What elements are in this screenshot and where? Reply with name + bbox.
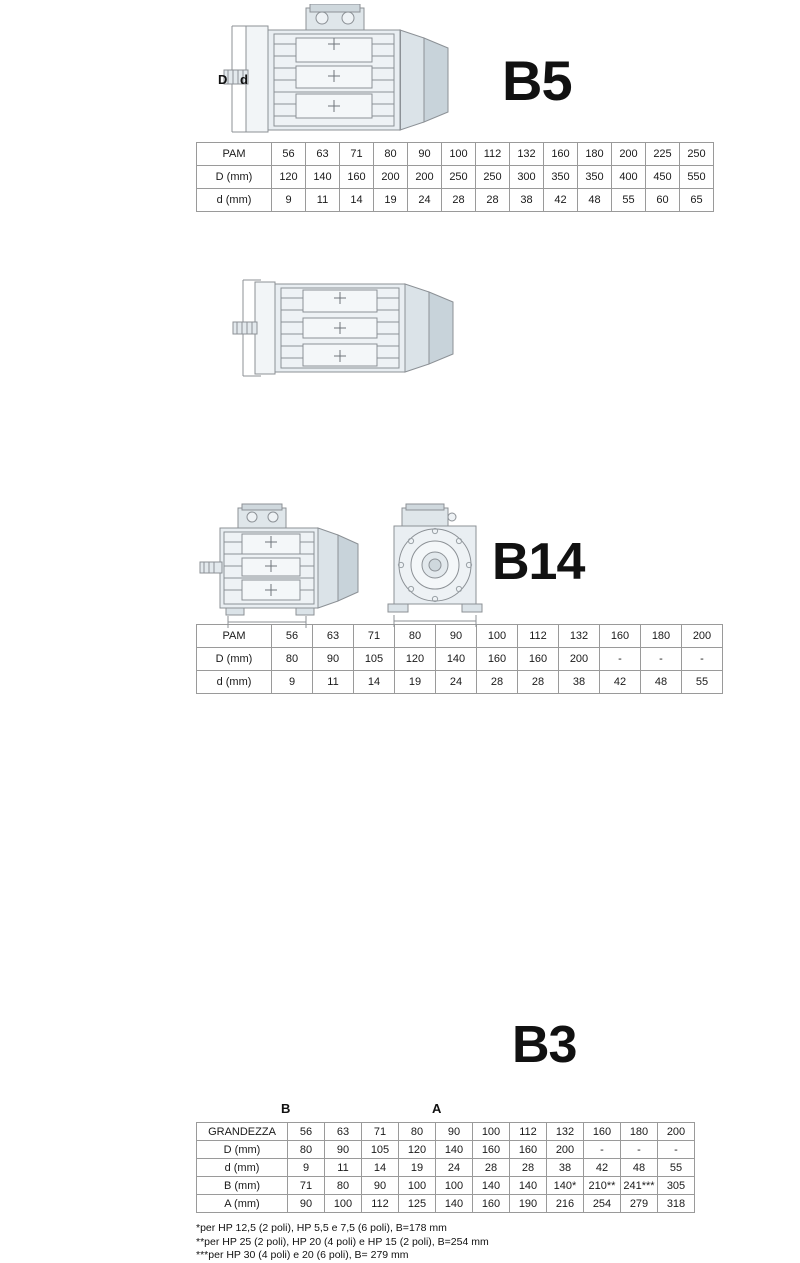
row-header: D (mm) (197, 166, 272, 189)
cell: - (584, 1141, 621, 1159)
cell: 120 (395, 648, 436, 671)
cell: 28 (476, 189, 510, 212)
cell: 105 (362, 1141, 399, 1159)
cell: 24 (408, 189, 442, 212)
cell: 19 (374, 189, 408, 212)
table-row (197, 1159, 695, 1177)
cell: 56 (272, 625, 313, 648)
cell: 140 (436, 1141, 473, 1159)
footnote-1: *per HP 12,5 (2 poli), HP 5,5 e 7,5 (6 poli), B=178 mm (196, 1222, 447, 1234)
cell: 14 (362, 1159, 399, 1177)
cell: 56 (272, 143, 306, 166)
cell: 318 (658, 1195, 695, 1213)
section-b5 (0, 0, 800, 240)
cell: 132 (559, 625, 600, 648)
cell: 71 (340, 143, 374, 166)
motor-drawing-b3-side (196, 500, 366, 630)
cell: 132 (510, 143, 544, 166)
cell: 160 (473, 1141, 510, 1159)
section-b3 (0, 470, 800, 1261)
cell: 100 (473, 1123, 510, 1141)
cell: 132 (547, 1123, 584, 1141)
row-header: A (mm) (197, 1195, 288, 1213)
cell: 160 (477, 648, 518, 671)
cell: 190 (510, 1195, 547, 1213)
cell: 65 (680, 189, 714, 212)
cell: 55 (612, 189, 646, 212)
cell: 24 (436, 671, 477, 694)
cell: 254 (584, 1195, 621, 1213)
figure-label-b3: B3 (512, 1016, 577, 1074)
cell: 90 (313, 648, 354, 671)
cell: 216 (547, 1195, 584, 1213)
cell: 200 (547, 1141, 584, 1159)
cell: 71 (288, 1177, 325, 1195)
cell: 100 (399, 1177, 436, 1195)
row-header: d (mm) (197, 671, 272, 694)
row-header: PAM (197, 143, 272, 166)
cell: 14 (354, 671, 395, 694)
table-row (197, 166, 714, 189)
footnotes (196, 1222, 489, 1263)
motor-drawing-b5 (210, 4, 470, 144)
cell: 28 (477, 671, 518, 694)
figure-label-b14: B14 (492, 533, 585, 591)
cell: 305 (658, 1177, 695, 1195)
cell: 80 (288, 1141, 325, 1159)
cell: 90 (362, 1177, 399, 1195)
cell: 200 (682, 625, 723, 648)
cell: 24 (436, 1159, 473, 1177)
cell: 140 (436, 1195, 473, 1213)
cell: 120 (272, 166, 306, 189)
cell: 112 (510, 1123, 547, 1141)
cell: 28 (518, 671, 559, 694)
cell: 140 (510, 1177, 547, 1195)
table-row (197, 143, 714, 166)
cell: 350 (578, 166, 612, 189)
row-header: PAM (197, 625, 272, 648)
cell: 250 (476, 166, 510, 189)
cell: 112 (362, 1195, 399, 1213)
dimension-label-b3-A: A (432, 1101, 442, 1116)
cell: 42 (600, 671, 641, 694)
cell: 38 (510, 189, 544, 212)
cell: 80 (399, 1123, 436, 1141)
cell: 160 (510, 1141, 547, 1159)
cell: 14 (340, 189, 374, 212)
cell: 180 (641, 625, 682, 648)
cell: 300 (510, 166, 544, 189)
cell: 63 (313, 625, 354, 648)
cell: 241*** (621, 1177, 658, 1195)
cell: 11 (325, 1159, 362, 1177)
cell: 55 (682, 671, 723, 694)
cell: 120 (399, 1141, 436, 1159)
cell: 9 (288, 1159, 325, 1177)
cell: - (600, 648, 641, 671)
cell: 160 (544, 143, 578, 166)
table-b3 (196, 1122, 695, 1213)
cell: 160 (340, 166, 374, 189)
cell: 19 (395, 671, 436, 694)
row-header: D (mm) (197, 648, 272, 671)
cell: - (682, 648, 723, 671)
cell: 200 (658, 1123, 695, 1141)
cell: 200 (612, 143, 646, 166)
row-header: d (mm) (197, 189, 272, 212)
cell: 105 (354, 648, 395, 671)
row-header: GRANDEZZA (197, 1123, 288, 1141)
cell: 160 (473, 1195, 510, 1213)
cell: 210** (584, 1177, 621, 1195)
cell: 100 (325, 1195, 362, 1213)
table-row (197, 1123, 695, 1141)
cell: 11 (313, 671, 354, 694)
row-header: d (mm) (197, 1159, 288, 1177)
cell: 112 (476, 143, 510, 166)
cell: 48 (641, 671, 682, 694)
cell: 140* (547, 1177, 584, 1195)
cell: 550 (680, 166, 714, 189)
cell: 100 (442, 143, 476, 166)
cell: 80 (395, 625, 436, 648)
row-header: D (mm) (197, 1141, 288, 1159)
table-b5 (196, 142, 714, 212)
section-b14 (0, 240, 800, 688)
cell: 48 (621, 1159, 658, 1177)
motor-drawing-b3-front (378, 500, 508, 630)
dimension-label-b5-D: D (218, 72, 228, 87)
cell: 125 (399, 1195, 436, 1213)
cell: 90 (325, 1141, 362, 1159)
cell: 38 (547, 1159, 584, 1177)
cell: 112 (518, 625, 559, 648)
cell: 90 (436, 625, 477, 648)
cell: 140 (436, 648, 477, 671)
cell: 160 (584, 1123, 621, 1141)
motor-drawing-b14 (225, 268, 475, 388)
cell: 28 (473, 1159, 510, 1177)
cell: 100 (436, 1177, 473, 1195)
table-row (197, 189, 714, 212)
cell: 11 (306, 189, 340, 212)
cell: 225 (646, 143, 680, 166)
cell: 9 (272, 189, 306, 212)
cell: 350 (544, 166, 578, 189)
cell: - (658, 1141, 695, 1159)
cell: 200 (559, 648, 600, 671)
row-header: B (mm) (197, 1177, 288, 1195)
cell: 140 (473, 1177, 510, 1195)
cell: 63 (325, 1123, 362, 1141)
cell: 60 (646, 189, 680, 212)
cell: 80 (374, 143, 408, 166)
cell: 42 (584, 1159, 621, 1177)
cell: 28 (442, 189, 476, 212)
cell: 55 (658, 1159, 695, 1177)
dimension-label-b5-d: d (240, 72, 248, 87)
cell: 80 (272, 648, 313, 671)
cell: 140 (306, 166, 340, 189)
cell: 9 (272, 671, 313, 694)
cell: - (621, 1141, 658, 1159)
cell: 160 (518, 648, 559, 671)
cell: 38 (559, 671, 600, 694)
cell: 250 (442, 166, 476, 189)
cell: 90 (288, 1195, 325, 1213)
cell: 400 (612, 166, 646, 189)
cell: 56 (288, 1123, 325, 1141)
cell: 90 (408, 143, 442, 166)
cell: 71 (362, 1123, 399, 1141)
cell: 90 (436, 1123, 473, 1141)
cell: 180 (621, 1123, 658, 1141)
cell: 250 (680, 143, 714, 166)
cell: 63 (306, 143, 340, 166)
table-row (197, 1141, 695, 1159)
cell: 48 (578, 189, 612, 212)
cell: 450 (646, 166, 680, 189)
cell: 19 (399, 1159, 436, 1177)
cell: 279 (621, 1195, 658, 1213)
cell: 180 (578, 143, 612, 166)
footnote-2: **per HP 25 (2 poli), HP 20 (4 poli) e HP 15 (2 poli), B=254 mm (196, 1235, 489, 1248)
cell: 100 (477, 625, 518, 648)
cell: 160 (600, 625, 641, 648)
table-row (197, 1177, 695, 1195)
cell: 80 (325, 1177, 362, 1195)
cell: 42 (544, 189, 578, 212)
footnote-3: ***per HP 30 (4 poli) e 20 (6 poli), B= 279 mm (196, 1249, 409, 1261)
cell: 28 (510, 1159, 547, 1177)
cell: 200 (374, 166, 408, 189)
table-row (197, 1195, 695, 1213)
dimension-label-b3-B: B (281, 1101, 291, 1116)
figure-label-b5: B5 (502, 49, 572, 112)
cell: 200 (408, 166, 442, 189)
cell: - (641, 648, 682, 671)
cell: 71 (354, 625, 395, 648)
